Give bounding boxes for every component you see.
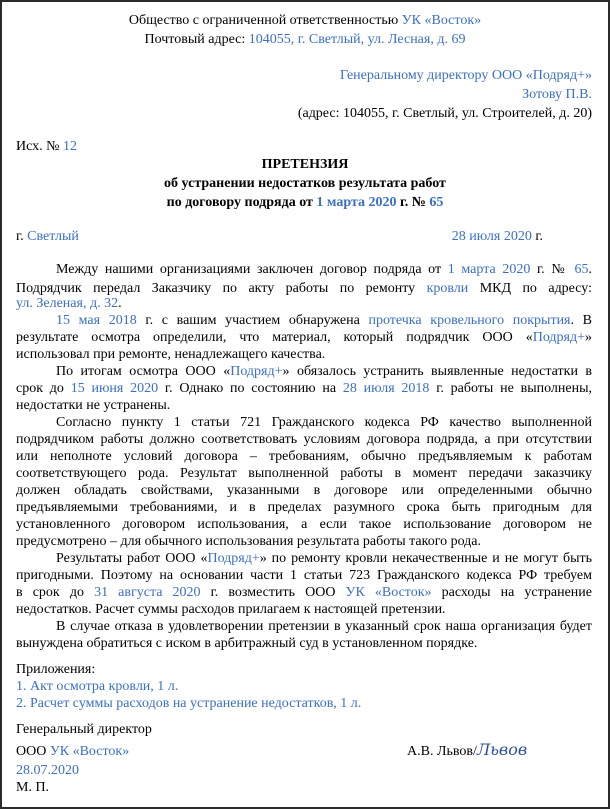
handwritten-signature: Львов [476, 740, 528, 759]
attachments-heading: Приложения: [16, 662, 96, 677]
document-heading: ПРЕТЕНЗИЯ [261, 157, 349, 172]
body-line: Между нашими организациями заключен договор подряда от 1 марта 2020 г. № 65. [56, 262, 592, 277]
body-line: Подрядчик передал Заказчику по акту работы по ремонту кровли МКД по адресу: [16, 281, 592, 296]
body-line: предъявляемыми требованиями, и в пределах разумного срока быть пригодным для [16, 500, 592, 515]
contract-reference: по договору подряда от 1 марта 2020 г. № 65 [166, 195, 444, 210]
body-line: должен обладать свойствами, указанными в договоре или определенными обычно [16, 483, 592, 498]
document-subtitle: об устранении недостатков результата работ [164, 176, 446, 191]
body-line: Результаты работ ООО «Подряд+» по ремонту кровли некачественные и не могут быть [56, 551, 592, 566]
body-line: недостатков. Расчет суммы расходов прилагаем к настоящей претензии. [16, 602, 446, 617]
body-line: 15 мая 2018 г. с вашим участием обнаружена протечка кровельного покрытия. В [56, 313, 593, 328]
attachment-item: 1. Акт осмотра кровли, 1 л. [16, 679, 179, 694]
body-line: недостатки не устранены. [16, 398, 171, 413]
body-line: пригодными. Поэтому на основании части 1 статьи 723 Гражданского кодекса РФ требуем [16, 568, 592, 583]
body-line: соответствующего рода. Результат выполненной работы в момент передачи заказчику [16, 466, 592, 481]
body-line: или неполноте условий договора – требованиям, обычно предъявляемым к работам [16, 449, 592, 464]
body-line: вынуждена обратиться с иском в арбитражный суд в установленном порядке. [16, 636, 478, 651]
body-line: По итогам осмотра ООО «Подряд+» обязалось устранить выявленные недостатки в [56, 364, 592, 379]
body-line: в срок до 31 августа 2020 г. возместить ООО УК «Восток» расходы на устранение [16, 585, 593, 600]
recipient-address: (адрес: 104055, г. Светлый, ул. Строителей, д. 20) [297, 106, 592, 121]
body-line: ул. Зеленая, д. 32. [16, 296, 122, 311]
sender-address-line: Почтовый адрес: 104055, г. Светлый, ул. Лесная, д. 69 [144, 32, 466, 47]
body-line: срок до 15 июня 2020 г. Однако по состоянию на 28 июля 2018 г. работы не выполнены, [16, 381, 593, 396]
body-line: В случае отказа в удовлетворении претензии в указанный срок наша организация будет [56, 619, 592, 634]
signer-organization: ООО УК «Восток» [16, 744, 130, 759]
body-line: установленного договором использования, а если такое использование договором не [16, 517, 592, 532]
sender-name-line: Общество с ограниченной ответственностью УК «Восток» [128, 13, 482, 28]
outgoing-number: Исх. № 12 [16, 139, 77, 154]
signature-date: 28.07.2020 [16, 763, 79, 778]
signer-position: Генеральный директор [16, 722, 152, 737]
attachment-item: 2. Расчет суммы расходов на устранение недостатков, 1 л. [16, 696, 362, 711]
body-line: Согласно пункту 1 статьи 721 Гражданского кодекса РФ качество выполненной [56, 415, 592, 430]
signer-name: А.В. Львов/Львов [407, 740, 528, 759]
body-line: результате осмотра определили, что материал, который подрядчик ООО «Подряд+» [16, 330, 592, 345]
body-line: предусмотрено – для обычного использования результата работы такого рода. [16, 534, 482, 549]
document-city: г. Светлый [16, 229, 79, 244]
seal-placeholder: М. П. [16, 780, 50, 795]
body-line: подрядчиком работы должно соответствовать условиям договора подряда, а при отсутствии [16, 432, 592, 447]
recipient-title: Генеральному директору ООО «Подряд+» [339, 68, 592, 83]
body-line: использовал при ремонте, ненадлежащего качества. [16, 347, 326, 362]
recipient-name: Зотову П.В. [522, 87, 592, 102]
document-date: 28 июля 2020 г. [451, 229, 543, 244]
